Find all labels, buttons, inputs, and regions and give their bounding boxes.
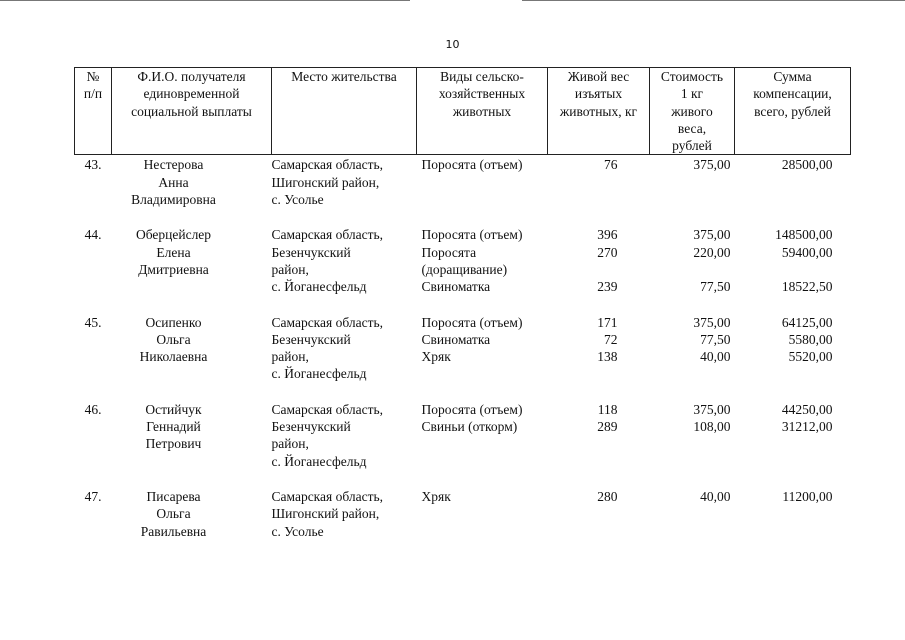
live-weight-line: 270	[597, 244, 618, 260]
row-spacer	[75, 383, 851, 400]
header-line: Виды сельско-	[440, 69, 524, 84]
spacer-cell	[75, 383, 851, 400]
residence-line: Безенчукский	[271, 331, 351, 347]
animal-kind	[417, 487, 548, 540]
residence	[272, 225, 417, 295]
header-line: Сумма	[773, 69, 812, 84]
compensation-sum	[735, 400, 851, 470]
header-line: рублей	[672, 138, 712, 154]
recipient-name	[112, 400, 272, 470]
row-spacer	[75, 208, 851, 225]
header-line: Стоимость	[660, 69, 724, 84]
header-num	[75, 68, 112, 155]
price-per-kg-line: 375,00	[693, 401, 731, 417]
spacer-cell	[75, 296, 851, 313]
recipient-name-line: Писарева	[146, 488, 201, 504]
price-per-kg-line: 40,00	[700, 488, 731, 504]
live-weight	[548, 155, 650, 208]
compensation-sum-line: 18522,50	[781, 279, 833, 295]
residence-line: Безенчукский	[271, 244, 351, 260]
price-per-kg-line: 375,00	[693, 227, 731, 243]
recipient-name-line: Осипенко	[145, 314, 202, 330]
table-row	[75, 225, 851, 295]
header-line: веса,	[677, 120, 707, 136]
price-per-kg-line: 77,50	[700, 331, 731, 347]
recipient-name-line: Петрович	[145, 436, 202, 452]
live-weight-line: 396	[597, 227, 618, 243]
animal-kind-line: Поросята (отъем)	[421, 227, 523, 243]
residence-line: район,	[271, 436, 309, 452]
recipient-name-line: Ольга	[156, 331, 191, 347]
price-per-kg-line: 375,00	[693, 157, 731, 173]
residence-line: с. Усолье	[271, 523, 324, 539]
live-weight-line: 138	[597, 349, 618, 365]
header-line: Живой вес	[567, 69, 630, 84]
table-row	[75, 400, 851, 470]
compensation-sum-line: 31212,00	[781, 419, 833, 435]
header-line: компенсации,	[753, 86, 832, 102]
animal-kind	[417, 313, 548, 383]
residence-line: Шигонский район,	[271, 174, 380, 190]
animal-kind-line: Свиноматка	[421, 279, 491, 295]
header-line: хозяйственных	[438, 86, 526, 102]
price-per-kg-line	[652, 261, 731, 278]
residence	[272, 155, 417, 208]
compensation-sum	[735, 225, 851, 295]
recipient-name-line: Владимировна	[131, 192, 216, 208]
header-line: всего, рублей	[754, 103, 831, 119]
animal-kind	[417, 400, 548, 470]
header-line: Ф.И.О. получателя	[137, 69, 246, 84]
header-line: животных	[452, 103, 512, 119]
header-line: 1 кг	[680, 86, 704, 102]
row-spacer	[75, 296, 851, 313]
row-number: 45.	[84, 314, 102, 330]
recipient-name-line: Николаевна	[139, 349, 208, 365]
live-weight	[548, 487, 650, 540]
table-row	[75, 155, 851, 208]
live-weight-line: 72	[604, 331, 618, 347]
price-per-kg	[650, 487, 735, 540]
row-number: 47.	[84, 488, 102, 504]
live-weight	[548, 400, 650, 470]
header-line: Место жительства	[291, 69, 397, 84]
row-number: 43.	[84, 157, 102, 173]
recipient-name-line: Анна	[158, 174, 189, 190]
top-border-left	[0, 0, 410, 1]
live-weight-line: 118	[597, 401, 618, 417]
recipient-name	[112, 313, 272, 383]
top-border-right	[522, 0, 905, 1]
animal-kind-line: Поросята (отъем)	[421, 314, 523, 330]
residence-line: Самарская область,	[271, 314, 384, 330]
header-total-sum	[735, 68, 851, 155]
table-header-row	[75, 68, 851, 155]
header-line: единовременной	[143, 86, 240, 102]
residence-line: с. Йоганесфельд	[271, 366, 367, 382]
live-weight-line: 280	[597, 488, 618, 504]
price-per-kg-line: 375,00	[693, 314, 731, 330]
live-weight-line: 76	[604, 157, 618, 173]
price-per-kg-line: 77,50	[700, 279, 731, 295]
recipient-name	[112, 155, 272, 208]
animal-kind	[417, 225, 548, 295]
residence-line: Самарская область,	[271, 157, 384, 173]
compensation-table	[74, 67, 851, 540]
header-line: живого	[671, 103, 713, 119]
animal-kind	[417, 155, 548, 208]
table-row	[75, 487, 851, 540]
residence	[272, 313, 417, 383]
compensation-sum-line: 44250,00	[781, 401, 833, 417]
price-per-kg	[650, 400, 735, 470]
price-per-kg-line: 40,00	[700, 349, 731, 365]
recipient-name	[112, 487, 272, 540]
compensation-sum-line: 59400,00	[781, 244, 833, 260]
live-weight-line	[550, 261, 618, 278]
price-per-kg	[650, 155, 735, 208]
header-animal-kinds	[417, 68, 548, 155]
animal-kind-line: Хряк	[421, 488, 451, 504]
residence-line: Самарская область,	[271, 227, 384, 243]
compensation-sum	[735, 155, 851, 208]
spacer-cell	[75, 470, 851, 487]
price-per-kg-line: 108,00	[693, 419, 731, 435]
recipient-name-line: Равильевна	[140, 523, 207, 539]
live-weight	[548, 313, 650, 383]
residence-line: Самарская область,	[271, 488, 384, 504]
compensation-sum-line: 5520,00	[788, 349, 833, 365]
header-line: животных, кг	[559, 103, 638, 119]
header-line: изъятых	[574, 86, 623, 102]
table-row	[75, 313, 851, 383]
animal-kind-line: Хряк	[421, 349, 451, 365]
header-fio	[112, 68, 272, 155]
header-live-weight	[548, 68, 650, 155]
price-per-kg-line: 220,00	[693, 244, 731, 260]
compensation-sum-line: 28500,00	[781, 157, 833, 173]
animal-kind-line: Поросята	[421, 244, 477, 260]
row-number: 46.	[84, 401, 102, 417]
residence-line: Безенчукский	[271, 419, 351, 435]
price-per-kg	[650, 225, 735, 295]
residence-line: район,	[271, 261, 309, 277]
header-line: п/п	[83, 86, 103, 102]
animal-kind-line: (доращивание)	[421, 261, 508, 277]
compensation-sum	[735, 487, 851, 540]
header-line: №	[86, 69, 100, 84]
residence-line: Шигонский район,	[271, 506, 380, 522]
row-number: 44.	[84, 227, 102, 243]
animal-kind-line: Свиноматка	[421, 331, 491, 347]
compensation-sum-line: 11200,00	[782, 488, 833, 504]
recipient-name-line: Геннадий	[146, 419, 201, 435]
page-number: 10	[445, 38, 460, 51]
recipient-name-line: Дмитриевна	[138, 261, 209, 277]
recipient-name-line: Остийчук	[145, 401, 202, 417]
animal-kind-line: Поросята (отъем)	[421, 401, 523, 417]
recipient-name-line: Ольга	[156, 506, 191, 522]
header-price-per-kg	[650, 68, 735, 155]
compensation-sum-line	[737, 261, 833, 278]
live-weight	[548, 225, 650, 295]
recipient-name-line: Оберцейслер	[135, 227, 212, 243]
compensation-sum	[735, 313, 851, 383]
row-spacer	[75, 470, 851, 487]
compensation-sum-line: 148500,00	[775, 227, 833, 243]
residence-line: с. Усолье	[271, 192, 324, 208]
residence	[272, 487, 417, 540]
residence-line: Самарская область,	[271, 401, 384, 417]
recipient-name	[112, 225, 272, 295]
live-weight-line: 239	[597, 279, 618, 295]
residence-line: с. Йоганесфельд	[271, 279, 367, 295]
compensation-sum-line: 5580,00	[788, 331, 833, 347]
header-line: социальной выплаты	[131, 103, 252, 119]
live-weight-line: 289	[597, 419, 618, 435]
live-weight-line: 171	[597, 314, 618, 330]
price-per-kg	[650, 313, 735, 383]
spacer-cell	[75, 208, 851, 225]
recipient-name-line: Елена	[156, 244, 191, 260]
compensation-sum-line: 64125,00	[781, 314, 833, 330]
residence-line: с. Йоганесфельд	[271, 453, 367, 469]
animal-kind-line: Поросята (отъем)	[421, 157, 523, 173]
residence	[272, 400, 417, 470]
recipient-name-line: Нестерова	[143, 157, 204, 173]
header-address	[272, 68, 417, 155]
table-body	[75, 155, 851, 540]
residence-line: район,	[271, 349, 309, 365]
animal-kind-line: Свиньи (откорм)	[421, 419, 518, 435]
